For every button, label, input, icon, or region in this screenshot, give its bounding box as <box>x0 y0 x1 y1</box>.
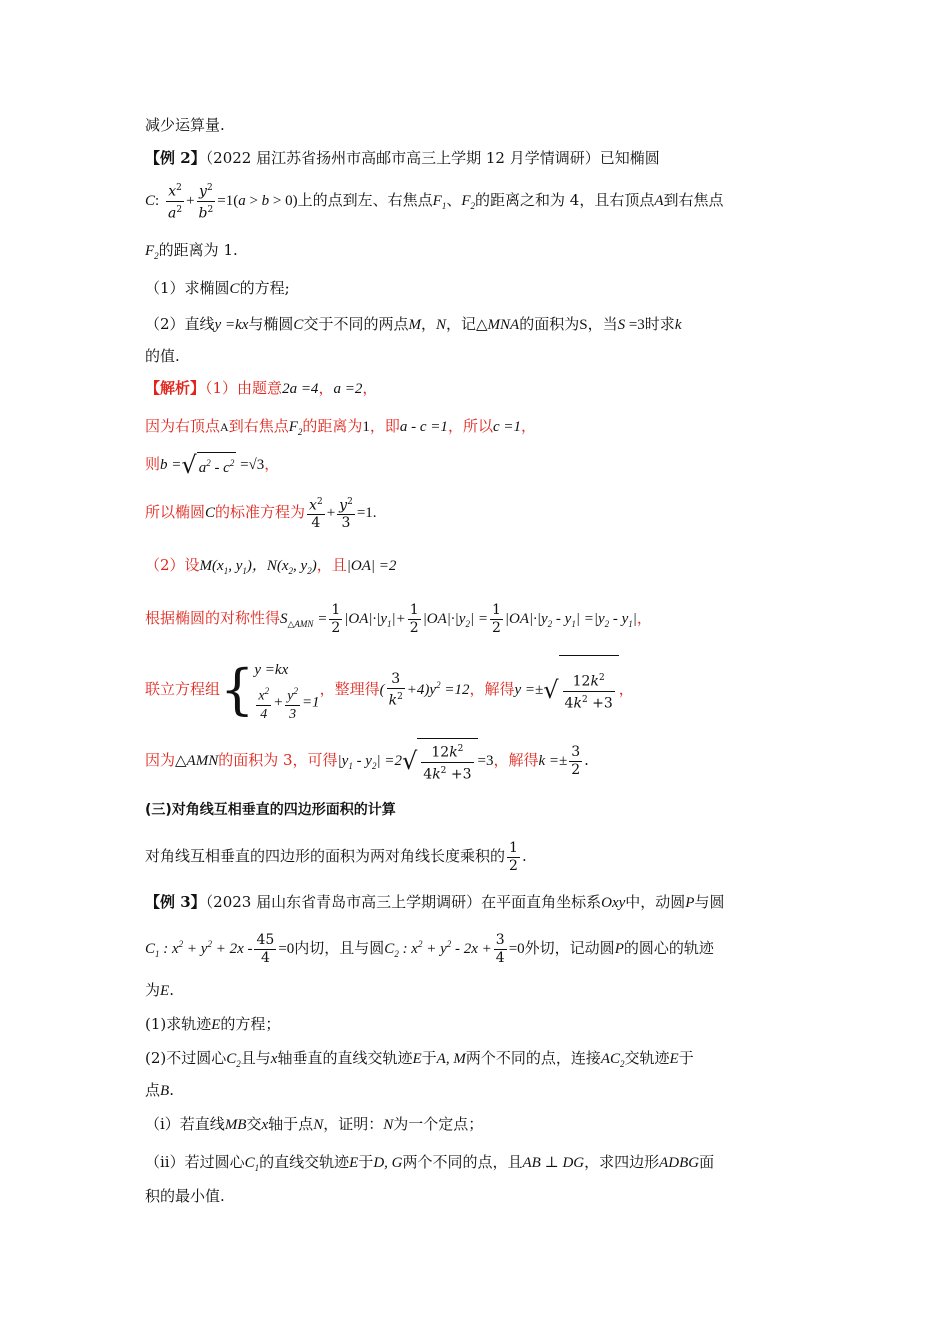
section3-title: (三)对角线互相垂直的四边形面积的计算 <box>145 802 396 818</box>
fraction: $\frac{y^2}{b^2}$ <box>197 180 216 222</box>
solution-label: 【解析】 <box>145 379 206 397</box>
example3-part-i: （i）若直线MB交x轴于点N，证明：N为一个定点； <box>145 1115 484 1133</box>
fraction: $\frac{y^2}{3}$ <box>285 683 300 723</box>
solution-line1: 【解析】（1）由题意2a =4，a =2， <box>145 379 378 397</box>
solution-line6: 根据椭圆的对称性得$S_{\triangle AMN}$ = $\frac{1}{2}$ $|OA|\cdot|y_1|+$ $\frac{1}{2}$ $|OA|\cdot|y_2|$ = $\frac{1}{2}$ $|OA|\cdot|y_2 - y_1| =|y_2 - y_1|$， <box>145 601 652 636</box>
fraction: $\frac{3}{4}$ <box>495 931 505 966</box>
example3-line3: 为E. <box>145 981 174 999</box>
fraction: $\frac{1}{2}$ <box>491 601 501 636</box>
solution-line5: （2）设$M(x_1$, $y_1$)，$N(x_2$, $y_2$)，且|OA| =2 <box>145 556 397 576</box>
fraction: $\frac{45}{4}$ <box>256 931 275 966</box>
fraction: $\frac{3}{2}$ <box>571 743 581 778</box>
example2-q2-cont: 的值. <box>145 347 180 365</box>
solution-line2: 因为右顶点A到右焦点$F_2$的距离为1，即a - c =1，所以c =1， <box>145 417 536 437</box>
fraction: $\frac{x^2}{4}$ <box>307 494 325 533</box>
example3-label: 【例 3】 <box>145 893 206 911</box>
fraction: $\frac{x^2}{4}$ <box>256 683 271 723</box>
ellipse-line: C: $\frac{x^2}{a^2}$ + $\frac{y^2}{b^2}$ =1(a > b > 0)上的点到左、右焦点$F_1$、$F_2$的距离之和为 4，且右顶点A到右焦点 <box>145 178 810 222</box>
fraction: $\frac{y^2}{3}$ <box>337 494 355 533</box>
fraction: $\frac{1}{2}$ <box>509 839 518 874</box>
example3-line2: $C_1$ : $x^2 + y^2 + 2x$ - $\frac{45}{4}$ =0内切，且与圆$C_2$ : $x^2 + y^2 - 2x$ + $\frac{3}{4}$ =0外切，记动圆P的圆心的轨迹 <box>145 931 714 966</box>
fraction: $\frac{12k^2}{4k^2 +3}$ <box>563 670 615 712</box>
fraction: $\frac{1}{2}$ <box>409 601 419 636</box>
example3-part-ii: （ii）若过圆心$C_1$的直线交轨迹E于D, G两个不同的点，且AB ⊥ DG，求四边形ADBG面 <box>145 1153 715 1173</box>
solution-line8: 因为△AMN的面积为 3，可得$|y_1 - y_2| =2√$ $\frac{12k^2}{4k^2 +3}$ =3，解得k =± $\frac{3}{2}$ . <box>145 738 810 782</box>
solution-line7: 联立方程组{ y =kx $\frac{x^2}{4}$ + $\frac{y^2}{3}$ =1 ，整理得( $\frac{3}{k^2}$ $+4)y^2 =12$，解得y =±√ $\frac{12k^2}{4k^2 +3}$ ， <box>145 650 810 720</box>
example3-q2-cont: 点B. <box>145 1081 174 1099</box>
fraction: $\frac{12k^2}{4k^2 +3}$ <box>421 741 473 783</box>
fraction: $\frac{3}{k^2}$ <box>388 670 403 709</box>
fraction: $\frac{x^2}{a^2}$ <box>166 180 184 222</box>
example3-q2: (2)不过圆心$C_2$且与x轴垂直的直线交轨迹E于A, M两个不同的点，连接$AC_2$交轨迹E于 <box>145 1049 694 1069</box>
example2-q1: （1）求椭圆C的方程; <box>145 279 290 297</box>
fraction: $\frac{1}{2}$ <box>331 601 341 636</box>
example2-q2: （2）直线y =kx与椭圆C交于不同的两点M，N，记△MNA的面积为S，当S =3时求k <box>145 315 682 333</box>
solution-line4: 所以椭圆C的标准方程为 $\frac{x^2}{4}$ + $\frac{y^2}{3}$ =1. <box>145 490 810 534</box>
example3-q1: (1)求轨迹E的方程； <box>145 1015 281 1033</box>
example3-heading: 【例 3】（2023 届山东省青岛市高三上学期调研）在平面直角坐标系Oxy中，动圆P与圆 <box>145 893 725 911</box>
intro-line: 减少运算量. <box>145 116 225 134</box>
example2-source: （2022 届江苏省扬州市高邮市高三上学期 12 月学情调研）已知椭圆 <box>205 149 660 167</box>
example3-part-ii-cont: 积的最小值. <box>145 1187 225 1205</box>
example2-label: 【例 2】 <box>145 149 206 167</box>
section3-text: 对角线互相垂直的四边形的面积为两对角线长度乘积的 $\frac{1}{2}$ . <box>145 839 527 874</box>
example2-heading <box>145 148 810 168</box>
example2-line3: $F_2$的距离为 1. <box>145 241 238 261</box>
solution-line3: 则b =√ $a^2 - c^2 =√3$， <box>145 451 280 479</box>
